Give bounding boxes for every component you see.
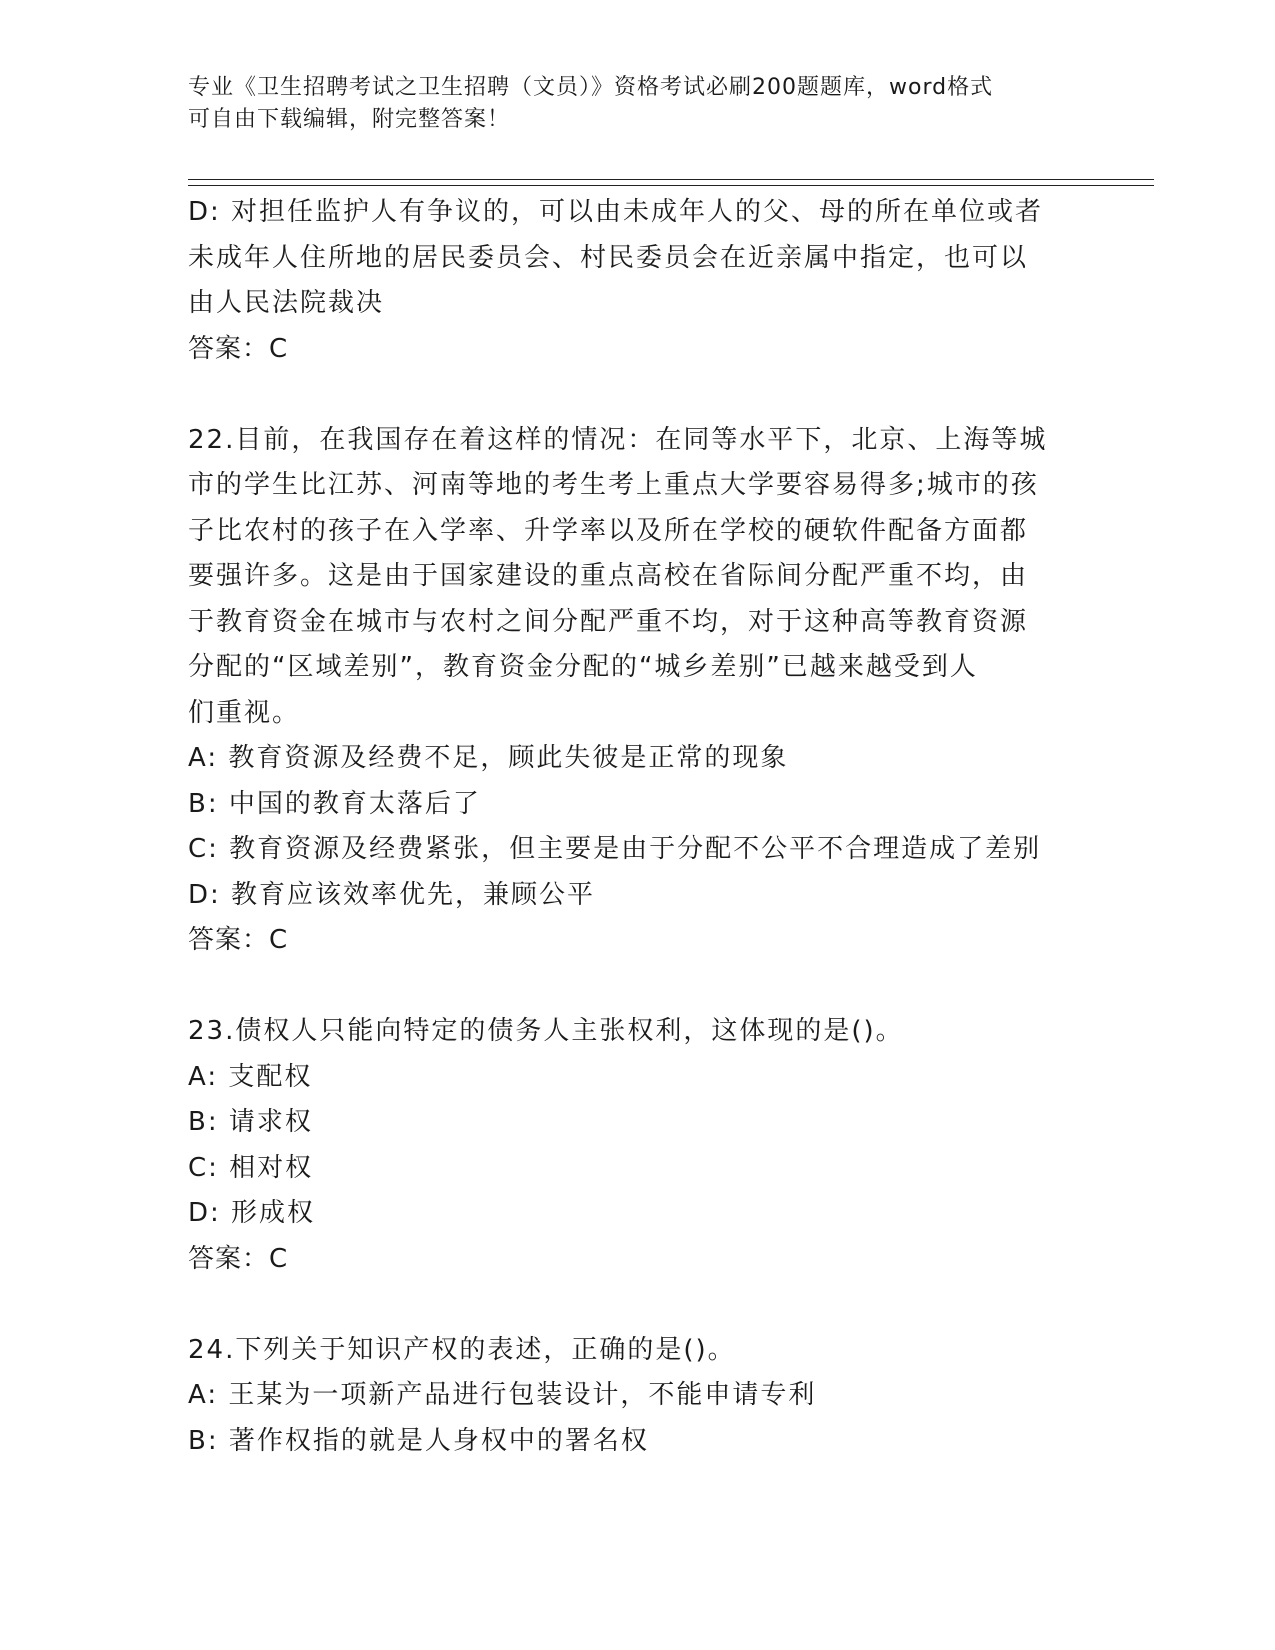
q23-answer: 答案：C <box>188 1243 289 1274</box>
q22-stem-line-2: 市的学生比江苏、河南等地的考生考上重点大学要容易得多;城市的孩 <box>188 470 1039 500</box>
q22-stem-line-1: 22.目前，在我国存在着这样的情况：在同等水平下，北京、上海等城 <box>188 424 1048 455</box>
q24-option-b: B: 著作权指的就是人身权中的署名权 <box>188 1425 649 1456</box>
q21-option-d-line-3: 由人民法院裁决 <box>188 288 385 318</box>
q22-stem-line-6: 分配的“区域差别”，教育资金分配的“城乡差别”已越来越受到人 <box>188 652 978 682</box>
document-header <box>188 72 1088 136</box>
question-24 <box>188 1328 1088 1465</box>
question-22 <box>188 418 1088 964</box>
q23-option-a: A: 支配权 <box>188 1061 313 1092</box>
q24-stem: 24.下列关于知识产权的表述，正确的是()。 <box>188 1334 736 1365</box>
q22-option-d: D: 教育应该效率优先，兼顾公平 <box>188 879 596 910</box>
q24-option-a: A: 王某为一项新产品进行包装设计，不能申请专利 <box>188 1380 817 1410</box>
q22-stem-line-7: 们重视。 <box>188 697 301 728</box>
q22-option-b: B: 中国的教育太落后了 <box>188 788 481 819</box>
header-title-line-2: 可自由下载编辑，附完整答案！ <box>188 107 511 132</box>
q23-option-d: D: 形成权 <box>188 1198 316 1228</box>
q21-option-d-line-1: D: 对担任监护人有争议的，可以由未成年人的父、母的所在单位或者 <box>188 197 1044 227</box>
document-body <box>188 190 1088 1464</box>
q21-option-d-line-2: 未成年人住所地的居民委员会、村民委员会在近亲属中指定，也可以 <box>188 242 1029 273</box>
question-21-tail <box>188 190 1088 372</box>
spacer <box>188 964 1088 1010</box>
q22-option-c: C: 教育资源及经费紧张，但主要是由于分配不公平不合理造成了差别 <box>188 834 1042 864</box>
q23-option-c: C: 相对权 <box>188 1152 314 1183</box>
spacer <box>188 1282 1088 1328</box>
question-23 <box>188 1009 1088 1282</box>
spacer <box>188 372 1088 418</box>
header-title-line-1: 专业《卫生招聘考试之卫生招聘（文员）》资格考试必刷200题题库，word格式 <box>188 75 994 100</box>
q22-stem-line-4: 要强许多。这是由于国家建设的重点高校在省际间分配严重不均，由 <box>188 561 1029 591</box>
header-rule-top <box>188 179 1154 180</box>
q22-answer: 答案：C <box>188 925 289 955</box>
q23-option-b: B: 请求权 <box>188 1107 313 1137</box>
q22-stem-line-5: 于教育资金在城市与农村之间分配严重不均，对于这种高等教育资源 <box>188 606 1029 637</box>
q21-answer: 答案：C <box>188 333 289 364</box>
header-rule-bottom <box>188 185 1154 186</box>
q22-stem-line-3: 子比农村的孩子在入学率、升学率以及所在学校的硬软件配备方面都 <box>188 515 1029 546</box>
q22-option-a: A: 教育资源及经费不足，顾此失彼是正常的现象 <box>188 743 789 773</box>
q23-stem: 23.债权人只能向特定的债务人主张权利，这体现的是()。 <box>188 1016 904 1046</box>
